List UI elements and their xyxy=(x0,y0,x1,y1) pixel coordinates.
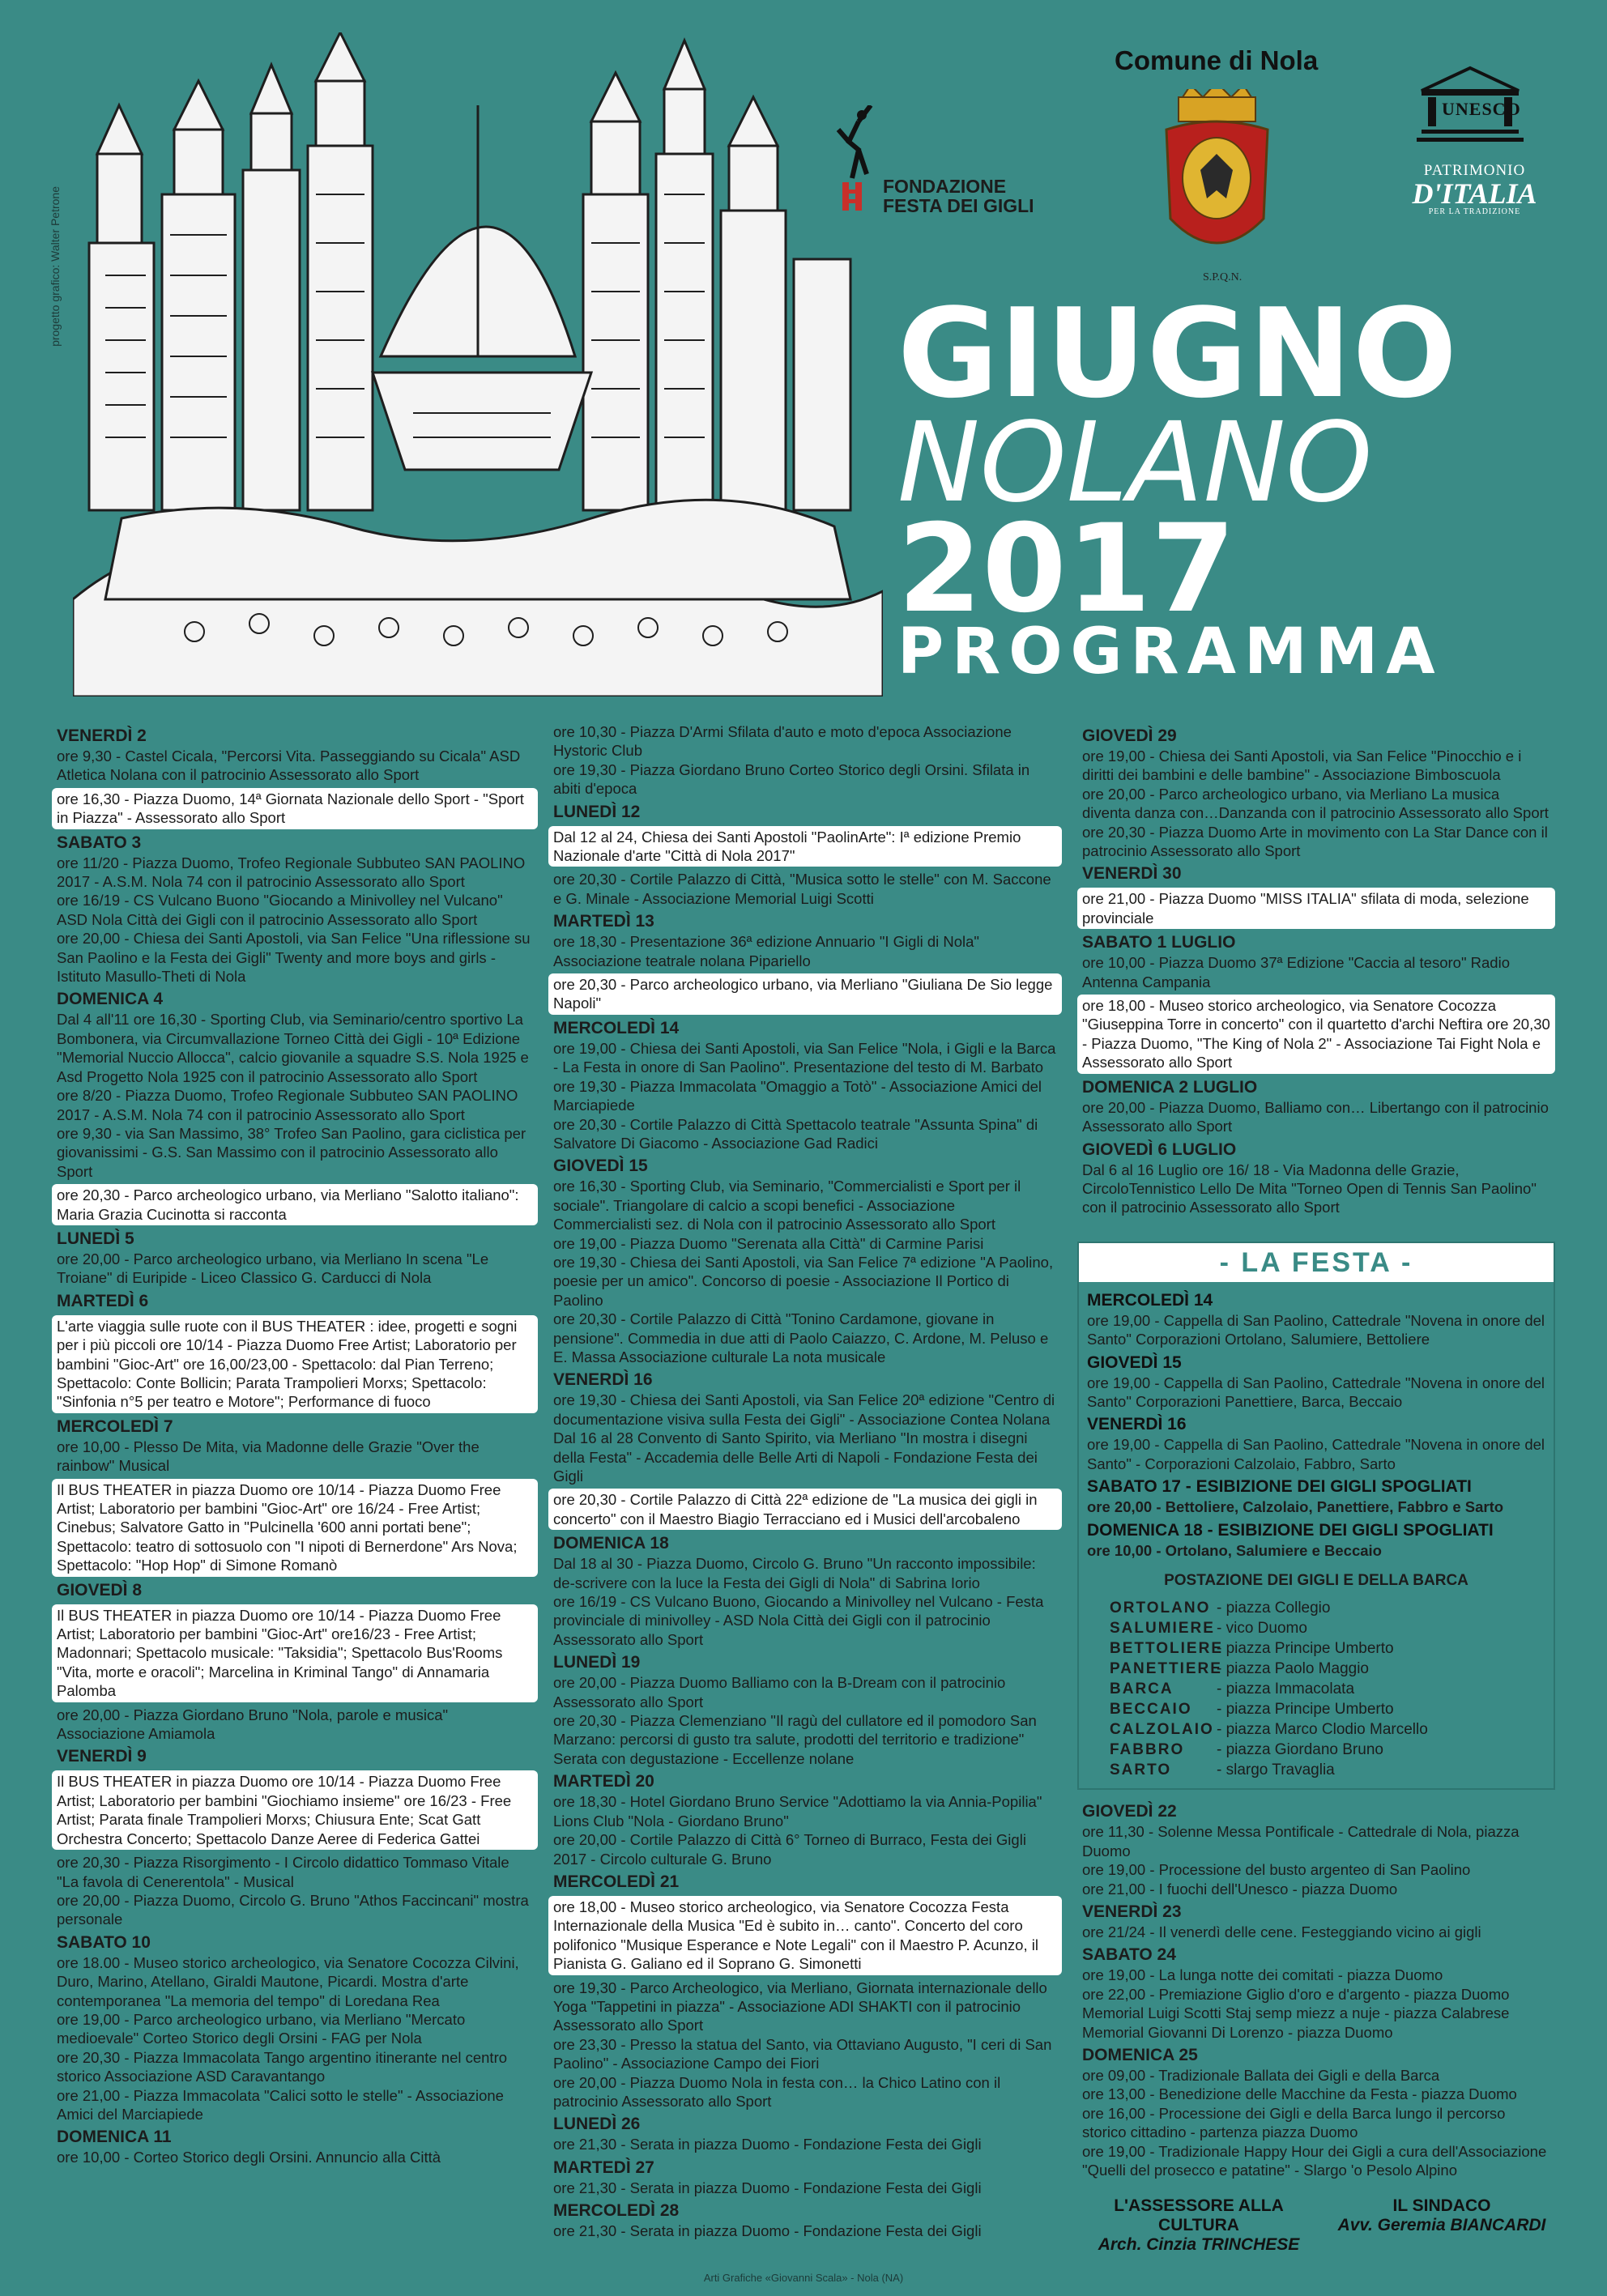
corporazione-name: BARCA xyxy=(1110,1680,1174,1698)
program-column-3-top xyxy=(1082,726,1550,1217)
day-heading: DOMENICA 25 xyxy=(1082,2046,1198,2065)
day-heading: GIOVEDÌ 6 LUGLIO xyxy=(1082,1139,1237,1159)
highlighted-event: ore 18,00 - Museo storico archeologico, via Senatore Cocozza Festa Internazionale della Musica "Ed è subito in… canto". Concerto del coro polifonico "Musique Esperance e Note Legali" con il Maestro P. Acunzo, il Pianista G. Galiano ed il Soprano G. Simonetti xyxy=(548,1896,1062,1975)
la-festa-events xyxy=(1087,1290,1545,1560)
postazione-row xyxy=(1087,1659,1545,1679)
event-item: ore 19,30 - Piazza Giordano Bruno Corteo Storico degli Orsini. Sfilata in abiti d'epoca xyxy=(553,760,1030,798)
patrimonio-italia-logo: PATRIMONIO D'ITALIA PER LA TRADIZIONE xyxy=(1412,162,1537,216)
event-item: ore 21,30 - Serata in piazza Duomo - Fondazione Festa dei Gigli xyxy=(553,2136,982,2153)
day-heading: VENERDÌ 9 xyxy=(57,1747,147,1766)
day-heading: MERCOLEDÌ 21 xyxy=(553,1872,680,1891)
event-item: ore 20,30 - Cortile Palazzo di Città Spettacolo teatrale "Assunta Spina" di Salvatore Di Giacomo - Associazione Gad Radici xyxy=(553,1115,1038,1152)
event-item: ore 19,00 - Cappella di San Paolino, Cattedrale "Novena in onore del Santo" Corporazioni Panettiere, Barca, Beccaio xyxy=(1087,1374,1545,1410)
event-item: ore 21,00 - Piazza Immacolata "Calici sotto le stelle" - Associazione Amici del Marciapiede xyxy=(57,2086,504,2123)
event-item: ore 20,30 - Piazza Immacolata Tango argentino itinerante nel centro storico Associazione ASD Caravantango xyxy=(57,2048,508,2085)
event-item: ore 20,00 - Parco archeologico urbano, via Merliano La musica diventa danza con…Danzanda con il patrocinio Assessorato allo Sport xyxy=(1082,785,1549,822)
postazione-location: - vico Duomo xyxy=(1217,1620,1307,1638)
day-heading: MARTEDÌ 20 xyxy=(553,1772,654,1791)
event-item: ore 23,30 - Presso la statua del Santo, via Ottaviano Augusto, "I ceri di San Paolino" - Associazione Campo dei Fiori xyxy=(553,2035,1052,2072)
event-item: ore 18,30 - Hotel Giordano Bruno Service "Adottiamo la via Annia-Popilia" Lions Club "Nola - Giordano Bruno" xyxy=(553,1793,1042,1830)
day-heading: GIOVEDÌ 22 xyxy=(1082,1802,1177,1821)
event-item: ore 20,30 - Cortile Palazzo di Città, "Musica sotto le stelle" con M. Saccone e G. Minale - Associazione Memorial Luigi Scotti xyxy=(553,871,1051,907)
event-item: ore 20,30 - Piazza Clemenziano "Il ragù del cullatore ed il pomodoro San Marzano: percorsi di gusto tra salute, prodotti del territorio e tradizione" Serata con degustazione - Eccellenze nolane xyxy=(553,1712,1037,1767)
corporazione-name: FABBRO xyxy=(1110,1741,1185,1759)
highlighted-event: Dal 12 al 24, Chiesa dei Santi Apostoli "PaolinArte": Iª edizione Premio Nazionale d'arte "Città di Nola 2017" xyxy=(548,826,1062,867)
la-festa-body xyxy=(1079,1282,1554,1789)
event-item: Dal 4 all'11 ore 16,30 - Sporting Club, via Seminario/centro sportivo La Bombonera, via Circumvallazione Torneo Città dei Gigli - 10ª Edizione "Memorial Nuccio Allocca", calcio giovanile a squadre S.S. Nola 1925 e Asd Progetto Nola 1925 con il patrocinio Assessorato allo Sport xyxy=(57,1011,529,1085)
event-item: ore 8/20 - Piazza Duomo, Trofeo Regionale Subbuteo SAN PAOLINO 2017 - A.S.M. Nola 74 con il patrocinio Assessorato allo Sport xyxy=(57,1087,518,1123)
event-item: ore 19,00 - Piazza Duomo "Serenata alla Città" di Carmine Parisi xyxy=(553,1234,984,1252)
gigli-festival-illustration xyxy=(73,32,883,696)
la-festa-section xyxy=(1077,1242,1555,1791)
event-item: ore 20,00 - Cortile Palazzo di Città 6° Torneo di Burraco, Festa dei Gigli 2017 - Circolo culturale G. Bruno xyxy=(553,1831,1026,1868)
event-item: ore 20,00 - Piazza Duomo, Circolo G. Bruno "Athos Faccincani" mostra personale xyxy=(57,1891,529,1928)
highlighted-event: ore 18,00 - Museo storico archeologico, via Senatore Cocozza "Giuseppina Torre in concerto" con il quartetto d'archi Neftira ore 20,30 - Piazza Duomo, "The King of Nola 2" - Associazione Tai Fight Nola e Assessorato allo Sport xyxy=(1077,995,1555,1074)
event-item: ore 9,30 - Castel Cicala, "Percorsi Vita. Passeggiando su Cicala" ASD Atletica Nolana con il patrocinio Assessorato allo Sport xyxy=(57,748,521,784)
postazione-row xyxy=(1087,1598,1545,1618)
day-heading: DOMENICA 18 xyxy=(553,1534,669,1553)
event-item: ore 19,00 - Cappella di San Paolino, Cattedrale "Novena in onore del Santo" Corporazioni Ortolano, Salumiere, Bettoliere xyxy=(1087,1311,1545,1348)
day-heading: DOMENICA 18 - ESIBIZIONE DEI GIGLI SPOGLIATI xyxy=(1087,1520,1494,1540)
fondazione-logo xyxy=(834,105,1061,216)
highlighted-event: Il BUS THEATER in piazza Duomo ore 10/14 - Piazza Duomo Free Artist; Laboratorio per bambini "Gioc-Art" ore16/23 - Free Artist; Madonnari; Spettacolo musicale: "Taksidia"; Spettacolo Bus'Rooms "Vita, morte e oracoli"; Marcelina in Kriminal Tango" di Annamaria Palomba xyxy=(52,1604,538,1702)
day-heading: DOMENICA 11 xyxy=(57,2128,172,2147)
event-item: ore 21,30 - Serata in piazza Duomo - Fondazione Festa dei Gigli xyxy=(553,2179,982,2196)
postazione-list xyxy=(1087,1598,1545,1780)
postazione-row xyxy=(1087,1638,1545,1659)
postazione-title: POSTAZIONE DEI GIGLI E DELLA BARCA xyxy=(1164,1571,1468,1589)
printer-credit: Arti Grafiche «Giovanni Scala» - Nola (NA) xyxy=(703,2272,904,2284)
fondazione-name: FONDAZIONE FESTA DEI GIGLI xyxy=(883,176,1034,216)
event-item: ore 18.00 - Museo storico archeologico, via Senatore Cocozza Cilvini, Duro, Marino, Atellano, Giraldi Mautone, Picardi. Mostra d'arte contemporanea "La memoria del tempo" di Loredana Rea xyxy=(57,1953,519,2009)
postazione-row xyxy=(1087,1760,1545,1780)
event-item: ore 16,00 - Processione dei Gigli e della Barca lungo il percorso storico cittadino - partenza piazza Duomo xyxy=(1082,2104,1506,2141)
highlighted-event: Il BUS THEATER in piazza Duomo ore 10/14 - Piazza Duomo Free Artist; Laboratorio per bambini "Gioc-Art" ore 16/24 - Free Artist; Cinebus; Salvatore Gatto in "Pulcinella '600 anni portati bene"; Spettacolo: teatro di sottosuolo con "I nipoti di Bernerdone" Ars Nova; Spettacolo: "Hop Hop" di Simone Romanò xyxy=(52,1479,538,1577)
day-heading: VENERDÌ 16 xyxy=(1087,1415,1187,1434)
highlighted-event: L'arte viaggia sulle ruote con il BUS THEATER : idee, progetti e sogni per i più piccoli ore 10/14 - Piazza Duomo Free Artist; Laboratorio per bambini "Gioc-Art" ore 16,00/23,00 - Spettacolo: dal Pian Terreno; Spettacolo: Conte Bollicin; Parata Trampolieri Morxs; Spettacolo: "Sinfonia n°5 per teatro e Motore"; Performance di fuoco xyxy=(52,1315,538,1413)
day-heading: SABATO 3 xyxy=(57,833,142,852)
event-item: ore 20,30 - Piazza Risorgimento - I Circolo didattico Tommaso Vitale "La favola di Cenerentola" - Musical xyxy=(57,1854,509,1890)
postazione-location: - piazza Paolo Maggio xyxy=(1217,1660,1369,1678)
postazione-location: - piazza Giordano Bruno xyxy=(1217,1741,1383,1759)
poster-header xyxy=(0,0,1607,713)
day-heading: DOMENICA 2 LUGLIO xyxy=(1082,1077,1258,1097)
postazione-row xyxy=(1087,1699,1545,1719)
event-item: ore 19,00 - La lunga notte dei comitati - piazza Duomo xyxy=(1082,1966,1443,1984)
day-heading: DOMENICA 4 xyxy=(57,990,164,1009)
corporazione-name: BECCAIO xyxy=(1110,1701,1192,1719)
day-heading: LUNEDÌ 12 xyxy=(553,802,641,821)
dancer-icon xyxy=(834,105,883,211)
postazione-location: - piazza Principe Umberto xyxy=(1217,1701,1394,1719)
highlighted-event: Il BUS THEATER in piazza Duomo ore 10/14 - Piazza Duomo Free Artist; Laboratorio per bambini "Giochiamo insieme" ore 16/23 - Free Artist; Parata finale Trampolieri Morxs; Chiusura Ente; Scat Gatt Orchestra Concerto; Spettacolo Danze Aeree di Federica Gattei xyxy=(52,1770,538,1850)
event-item: ore 20,00 - Piazza Duomo Balliamo con la B-Dream con il patrocinio Assessorato allo Sport xyxy=(553,1674,1006,1710)
highlighted-event: ore 21,00 - Piazza Duomo "MISS ITALIA" sfilata di moda, selezione provinciale xyxy=(1077,888,1555,929)
day-heading: VENERDÌ 30 xyxy=(1082,864,1182,884)
event-item: ore 20,00 - Chiesa dei Santi Apostoli, via San Felice "Una riflessione su San Paolino e la Festa dei Gigli" Twenty and more boys and girls - Istituto Masullo-Theti di Nola xyxy=(57,930,531,986)
event-item: ore 19,30 - Chiesa dei Santi Apostoli, via San Felice 20ª edizione "Centro di documentazione visiva sulla Festa dei Gigli" - Associazione Contea Nolana xyxy=(553,1391,1055,1428)
event-item: ore 19,30 - Parco Archeologico, via Merliano, Giornata internazionale dello Yoga "Tappetini in piazza" - Associazione ADI SHAKTI con il patrocinio Assessorato allo Sport xyxy=(553,1979,1047,2034)
highlighted-event: ore 16,30 - Piazza Duomo, 14ª Giornata Nazionale dello Sport - "Sport in Piazza" - Assessorato allo Sport xyxy=(52,788,538,829)
day-heading: LUNEDÌ 5 xyxy=(57,1229,134,1248)
event-item: ore 20,00 - Piazza Duomo, Balliamo con… Libertango con il patrocinio Assessorato allo Sport xyxy=(1082,1098,1549,1135)
day-heading: SABATO 17 - ESIBIZIONE DEI GIGLI SPOGLIATI xyxy=(1087,1477,1472,1497)
event-item: ore 10,00 - Piazza Duomo 37ª Edizione "Caccia al tesoro" Radio Antenna Campania xyxy=(1082,954,1510,990)
event-item: ore 10,00 - Ortolano, Salumiere e Beccaio xyxy=(1087,1541,1382,1559)
day-heading: SABATO 10 xyxy=(57,1932,151,1952)
day-heading: VENERDÌ 2 xyxy=(57,726,147,745)
event-item: ore 11/20 - Piazza Duomo, Trofeo Regionale Subbuteo SAN PAOLINO 2017 - A.S.M. Nola 74 con il patrocinio Assessorato allo Sport xyxy=(57,854,526,891)
la-festa-title: - LA FESTA - xyxy=(1079,1243,1554,1282)
event-item: ore 19,00 - Chiesa dei Santi Apostoli, via San Felice "Nola, i Gigli e la Barca - La Festa in onore di San Paolino". Presentazione del testo di M. Barbato xyxy=(553,1039,1056,1076)
title-giugno: GIUGNO xyxy=(897,282,1458,425)
program-column-1 xyxy=(57,722,533,2167)
day-heading: VENERDÌ 16 xyxy=(553,1370,653,1390)
postazione-location: - piazza Principe Umberto xyxy=(1217,1640,1394,1658)
event-item: ore 19,00 - Cappella di San Paolino, Cattedrale "Novena in onore del Santo" - Corporazioni Calzolaio, Fabbro, Sarto xyxy=(1087,1436,1545,1472)
event-item: ore 20,30 - Piazza Duomo Arte in movimento con La Star Dance con il patrocinio Assessorato allo Sport xyxy=(1082,823,1548,860)
postazione-row xyxy=(1087,1679,1545,1699)
day-heading: MERCOLEDÌ 28 xyxy=(553,2201,680,2221)
event-item: ore 20,00 - Piazza Duomo Nola in festa con… la Chico Latino con il patrocinio Assessorato allo Sport xyxy=(553,2073,1001,2110)
day-heading: SABATO 24 xyxy=(1082,1945,1176,1965)
signature-sindaco: IL SINDACO Avv. Geremia BIANCARDI xyxy=(1337,2196,1546,2234)
day-heading: LUNEDÌ 19 xyxy=(553,1653,641,1672)
program-column-2 xyxy=(553,722,1057,2241)
signature-assessore: L'ASSESSORE ALLA CULTURA Arch. Cinzia TRINCHESE xyxy=(1098,2196,1300,2254)
corporazione-name: SARTO xyxy=(1110,1761,1172,1779)
event-item: ore 16,30 - Sporting Club, via Seminario, "Commercialisti e Sport per il sociale". Triangolare di calcio a scopi benefici - Associazione Commercialisti sez. di Nola con il patrocinio Assessorato allo Sport xyxy=(553,1178,1021,1233)
day-heading: MERCOLEDÌ 14 xyxy=(553,1018,680,1037)
spqn-label: S.P.Q.N. xyxy=(1203,271,1243,283)
event-item: ore 09,00 - Tradizionale Ballata dei Gigli e della Barca xyxy=(1082,2067,1440,2085)
title-year: 2017 xyxy=(897,499,1236,640)
event-item: ore 13,00 - Benedizione delle Macchine da Festa - piazza Duomo xyxy=(1082,2085,1517,2103)
event-item: ore 20,00 - Bettoliere, Calzolaio, Panettiere, Fabbro e Sarto xyxy=(1087,1498,1504,1516)
event-item: ore 9,30 - via San Massimo, 38° Trofeo San Paolino, gara ciclistica per giovanissimi - G.S. San Massimo con il patrocinio Assessorato allo Sport xyxy=(57,1124,526,1180)
event-item: ore 16/19 - CS Vulcano Buono, Giocando a Minivolley nel Vulcano - Festa provinciale di minivolley - ASD Nola Città dei Gigli con il patrocinio Assessorato allo Sport xyxy=(553,1593,1044,1648)
title-programma: PROGRAMMA xyxy=(897,616,1443,688)
postazione-location: - piazza Marco Clodio Marcello xyxy=(1217,1721,1428,1739)
day-heading: MARTEDÌ 27 xyxy=(553,2158,654,2177)
corporazione-name: BETTOLIERE xyxy=(1110,1640,1223,1658)
event-item: ore 11,30 - Solenne Messa Pontificale - Cattedrale di Nola, piazza Duomo xyxy=(1082,1823,1520,1859)
event-item: ore 18,30 - Presentazione 36ª edizione Annuario "I Gigli di Nola" Associazione teatrale nolana Pipariello xyxy=(553,933,979,969)
program-column-3 xyxy=(1082,722,1550,2179)
event-item: ore 20,00 - Parco archeologico urbano, via Merliano In scena "Le Troiane" di Euripide - Liceo Classico G. Carducci di Nola xyxy=(57,1250,489,1287)
day-heading: MERCOLEDÌ 7 xyxy=(57,1416,173,1436)
day-heading: SABATO 1 LUGLIO xyxy=(1082,933,1236,952)
day-heading: MARTEDÌ 6 xyxy=(57,1291,149,1310)
corporazione-name: SALUMIERE xyxy=(1110,1620,1215,1638)
event-item: ore 19,30 - Chiesa dei Santi Apostoli, via San Felice 7ª edizione "A Paolino, poesie per un amico". Concorso di poesie - Associazione Il Portico di Paolino xyxy=(553,1253,1054,1309)
comune-title: Comune di Nola xyxy=(1115,45,1319,75)
graphic-credit: progetto grafico: Walter Petrone xyxy=(49,186,62,347)
event-item: ore 10,00 - Corteo Storico degli Orsini. Annuncio alla Città xyxy=(57,2149,441,2166)
day-heading: VENERDÌ 23 xyxy=(1082,1902,1182,1921)
postazione-row xyxy=(1087,1618,1545,1638)
event-item: ore 19,00 - Parco archeologico urbano, via Merliano "Mercato medioevale" Corteo Storico degli Orsini - FAG per Nola xyxy=(57,2010,466,2047)
event-item: ore 19,00 - Tradizionale Happy Hour dei Gigli a cura dell'Associazione "Quelli del prosecco e patatine" - Slargo 'o Pesolo Alpino xyxy=(1082,2142,1547,2179)
event-item: ore 19,00 - Processione del busto argenteo di San Paolino xyxy=(1082,1861,1471,1879)
title-nolano: NOLANO xyxy=(897,399,1373,527)
event-item: ore 19,00 - Chiesa dei Santi Apostoli, via San Felice "Pinocchio e i diritti dei bambini e delle bambine" - Associazione Bimboscuola xyxy=(1082,748,1522,784)
day-heading: GIOVEDÌ 8 xyxy=(57,1580,143,1600)
event-item: Dal 6 al 16 Luglio ore 16/ 18 - Via Madonna delle Grazie, CircoloTennistico Lello De Mita "Torneo Open di Tennis San Paolino" con il patrocinio Assessorato allo Sport xyxy=(1082,1161,1537,1216)
day-heading: MARTEDÌ 13 xyxy=(553,912,654,931)
day-heading: GIOVEDÌ 15 xyxy=(553,1157,648,1176)
corporazione-name: CALZOLAIO xyxy=(1110,1721,1214,1739)
highlighted-event: ore 20,30 - Cortile Palazzo di Città 22ª edizione de "La musica dei gigli in concerto" con il Maestro Biagio Terracciano ed i Musici dell'arcobaleno xyxy=(548,1489,1062,1530)
event-item: Dal 18 al 30 - Piazza Duomo, Circolo G. Bruno "Un racconto impossibile: de-scrivere con la luce la Festa dei Gigli di Nola" di Sabrina Iorio xyxy=(553,1555,1036,1591)
day-heading: LUNEDÌ 26 xyxy=(553,2115,641,2134)
event-item: ore 22,00 - Premiazione Giglio d'oro e d'argento - piazza Duomo Memorial Luigi Scotti Staj semp miezz a nuje - piazza Calabrese Memorial Giovanni Di Lorenzo - piazza Duomo xyxy=(1082,1985,1510,2041)
nola-crest-icon xyxy=(1158,89,1276,275)
postazione-row xyxy=(1087,1719,1545,1740)
postazione-location: - piazza Immacolata xyxy=(1217,1680,1355,1698)
highlighted-event: ore 20,30 - Parco archeologico urbano, via Merliano "Salotto italiano": Maria Grazia Cucinotta si racconta xyxy=(52,1184,538,1225)
event-item: ore 16/19 - CS Vulcano Buono "Giocando a Minivolley nel Vulcano" ASD Nola Città dei Gigli con il patrocinio Assessorato allo Sport xyxy=(57,892,503,928)
event-item: ore 10,00 - Plesso De Mita, via Madonne delle Grazie "Over the rainbow" Musical xyxy=(57,1438,480,1475)
event-item: ore 21/24 - Il venerdì delle cene. Festeggiando vicino ai gigli xyxy=(1082,1923,1481,1940)
event-item: ore 19,30 - Piazza Immacolata "Omaggio a Totò" - Associazione Amici del Marciapiede xyxy=(553,1077,1042,1114)
day-heading: MERCOLEDÌ 14 xyxy=(1087,1290,1213,1310)
event-item: ore 10,30 - Piazza D'Armi Sfilata d'auto e moto d'epoca Associazione Hystoric Club xyxy=(553,723,1012,760)
corporazione-name: PANETTIERE xyxy=(1110,1660,1222,1678)
highlighted-event: ore 20,30 - Parco archeologico urbano, via Merliano "Giuliana De Sio legge Napoli" xyxy=(548,973,1062,1015)
postazione-row xyxy=(1087,1740,1545,1760)
corporazione-name: ORTOLANO xyxy=(1110,1600,1211,1617)
day-heading: GIOVEDÌ 15 xyxy=(1087,1352,1182,1372)
event-item: ore 21,30 - Serata in piazza Duomo - Fondazione Festa dei Gigli xyxy=(553,2222,982,2240)
postazione-location: - slargo Travaglia xyxy=(1217,1761,1335,1779)
event-item: Dal 16 al 28 Convento di Santo Spirito, via Merliano "In mostra i disegni della Festa" - Accademia delle Belle Arti di Napoli - Fondazione Festa dei Gigli xyxy=(553,1429,1038,1485)
day-heading: GIOVEDÌ 29 xyxy=(1082,726,1177,745)
unesco-label: UNESCO xyxy=(1442,99,1521,119)
event-item: ore 20,30 - Cortile Palazzo di Città "Tonino Cardamone, giovane in pensione". Commedia in due atti di Paolo Caiazzo, C. Ardone, M. Peluso e E. Massa Associazione culturale La nota musicale xyxy=(553,1310,1049,1365)
event-item: ore 20,00 - Piazza Giordano Bruno "Nola, parole e musica" Associazione Amiamola xyxy=(57,1706,449,1743)
program-column-3-bottom xyxy=(1082,1801,1550,2179)
event-item: ore 21,00 - I fuochi dell'Unesco - piazza Duomo xyxy=(1082,1880,1398,1898)
postazione-location: - piazza Collegio xyxy=(1217,1600,1331,1617)
